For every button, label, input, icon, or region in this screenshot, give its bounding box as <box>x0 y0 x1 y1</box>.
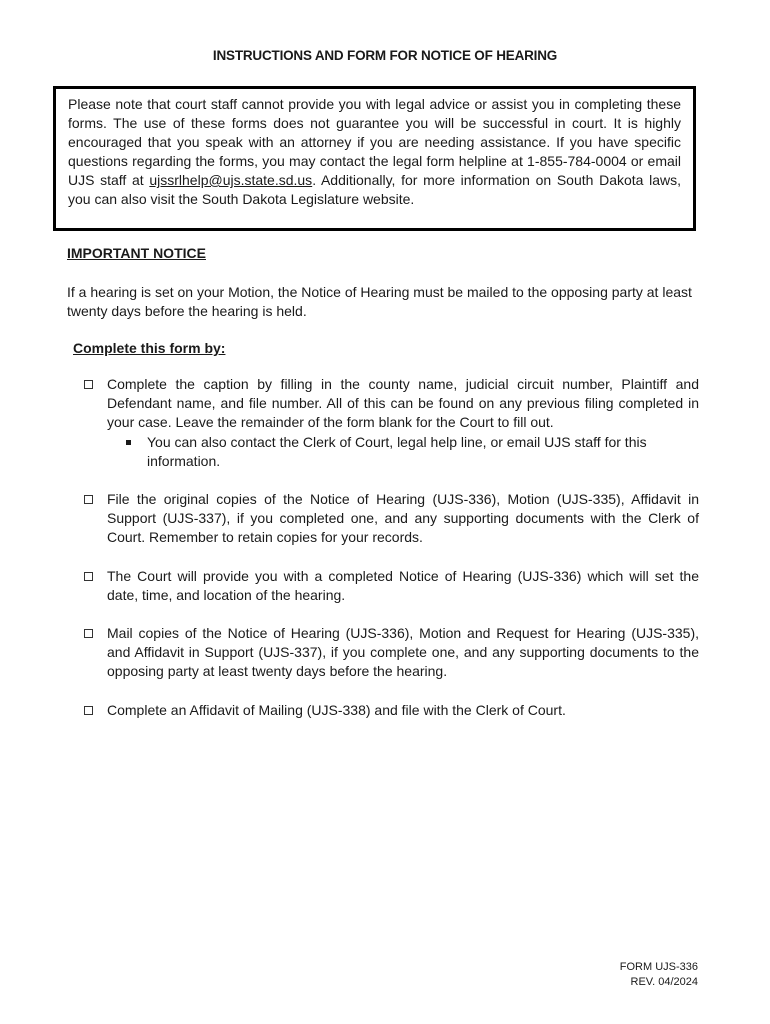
important-notice-heading: IMPORTANT NOTICE <box>67 245 206 261</box>
checkbox-icon <box>84 629 93 638</box>
form-footer <box>620 960 698 990</box>
helpline-email-link[interactable]: ujssrlhelp@ujs.state.sd.us <box>149 172 313 188</box>
sub-bullet-item <box>147 433 699 471</box>
checkbox-icon <box>84 572 93 581</box>
instruction-checklist <box>82 375 699 739</box>
disclaimer-text-continued: . Additionally, for more information on South Dakota laws, you can also visit the South Dakota Legislature website. <box>68 172 682 207</box>
checklist-item-text: File the original copies of the Notice of Hearing (UJS-336), Motion (UJS-335), Affidavit in Support (UJS-337), if you completed one, and any supporting documents with the Clerk of Court. Remember to retain copies for your records. <box>107 491 699 546</box>
checkbox-icon <box>84 706 93 715</box>
checklist-item-text: The Court will provide you with a completed Notice of Hearing (UJS-336) which will set the date, time, and location of the hearing. <box>107 567 699 603</box>
checklist-item <box>82 567 699 605</box>
page-title: INSTRUCTIONS AND FORM FOR NOTICE OF HEARING <box>212 48 558 63</box>
checklist-item-text: Complete an Affidavit of Mailing (UJS-338) and file with the Clerk of Court. <box>107 701 566 718</box>
checklist-item <box>82 701 699 720</box>
checklist-item <box>82 624 699 682</box>
sub-bullet-list <box>107 433 699 471</box>
checklist-item <box>82 490 699 548</box>
form-number: FORM UJS-336 <box>619 961 698 973</box>
complete-form-heading: Complete this form by: <box>73 340 226 356</box>
sub-bullet-text: You can also contact the Clerk of Court, legal help line, or email UJS staff for this information. <box>147 433 647 469</box>
checklist-item-text: Mail copies of the Notice of Hearing (UJS-336), Motion and Request for Hearing (UJS-335), and Affidavit in Support (UJS-337), if you complete one, and any supporting documents to the opposing party at least twenty days before the hearing. <box>107 625 699 680</box>
disclaimer-text: Please note that court staff cannot provide you with legal advice or assist you in completing these forms. The use of these forms does not guarantee you will be successful in court. It is highly encouraged that you speak with an attorney if you are needing assistance. If you have specific questions regarding the forms, you may contact the legal form helpline at 1-855-784-0004 or email UJS staff at <box>68 96 681 188</box>
checkbox-icon <box>84 495 93 504</box>
form-revision: REV. 04/2024 <box>630 976 698 988</box>
checklist-item-text: Complete the caption by filling in the county name, judicial circuit number, Plaintiff and Defendant name, and file number. All of this can be found on any previous filing completed in your case. Leave the remainder of the form blank for the Court to fill out. <box>107 376 699 431</box>
square-bullet-icon <box>126 440 131 445</box>
checkbox-icon <box>84 380 93 389</box>
checklist-item <box>82 375 699 471</box>
important-notice-text: If a hearing is set on your Motion, the Notice of Hearing must be mailed to the opposing party at least twenty days before the hearing is held. <box>67 284 692 319</box>
legal-disclaimer-box <box>53 86 696 231</box>
